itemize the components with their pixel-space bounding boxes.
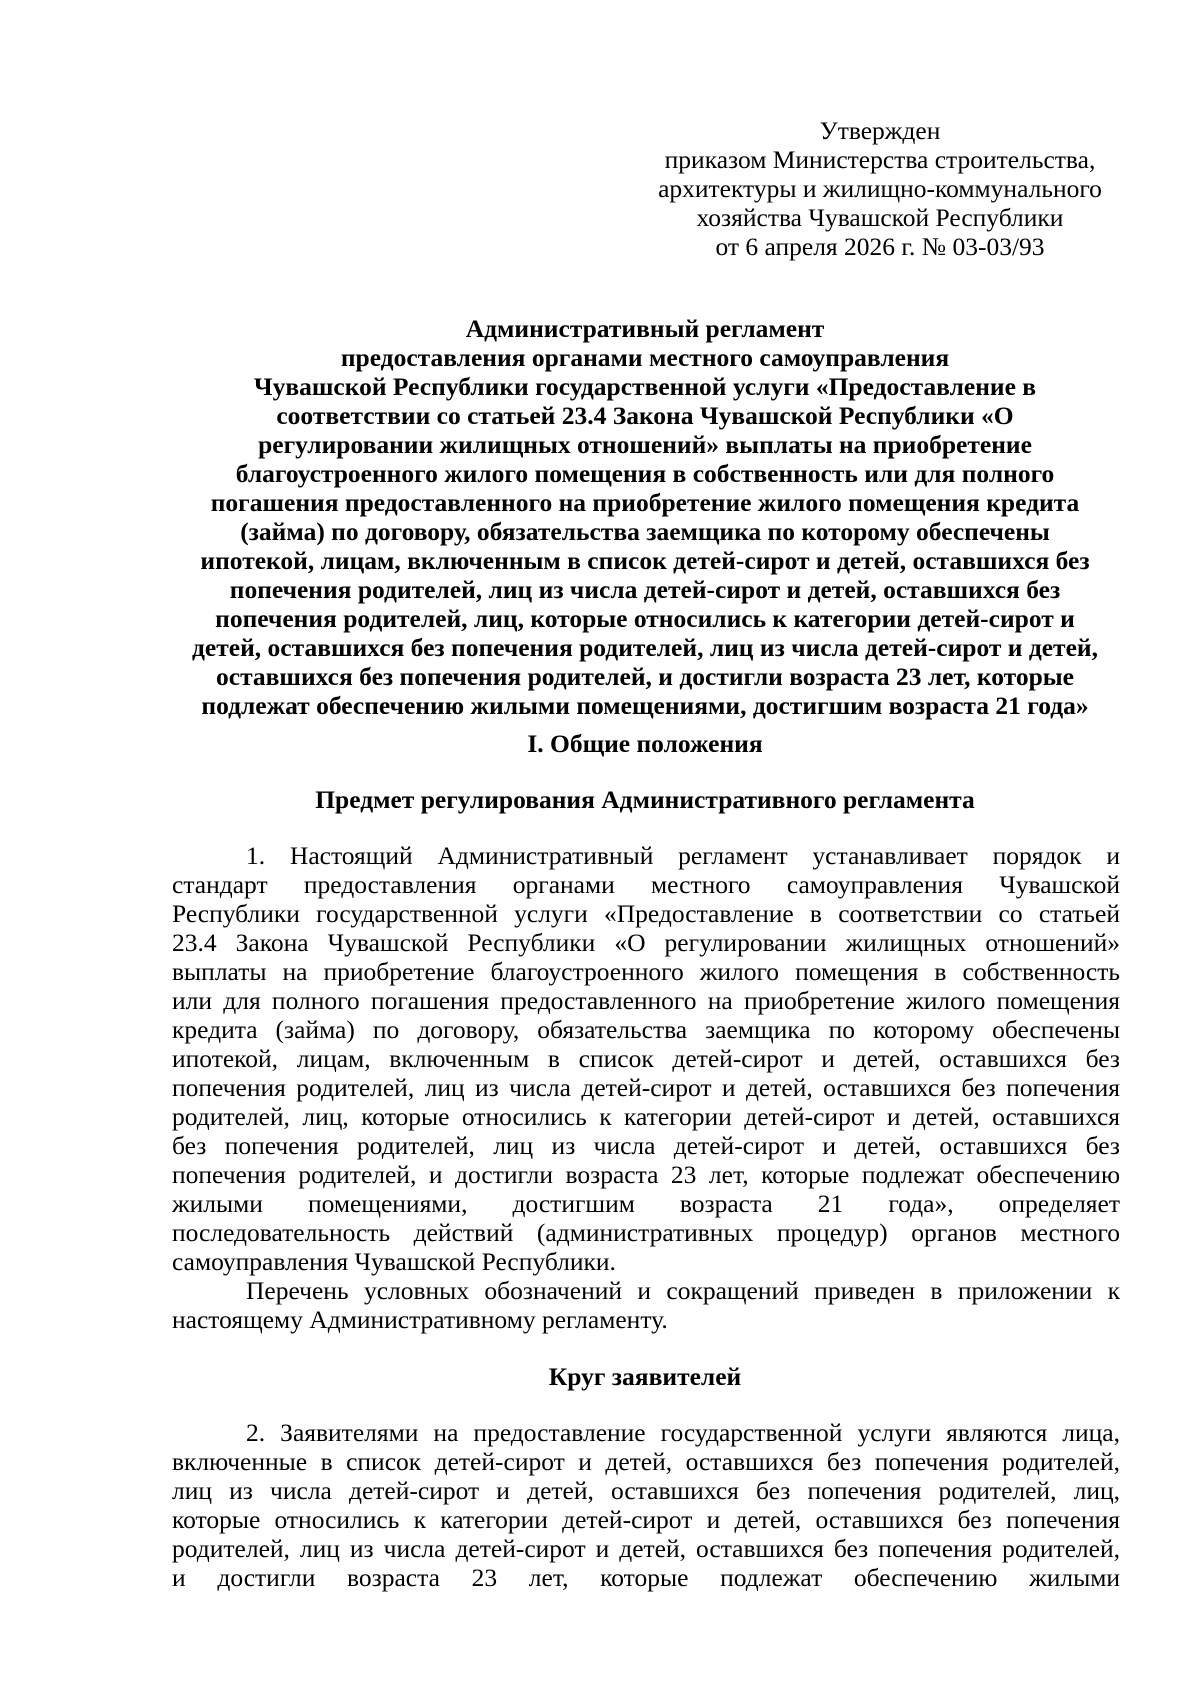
paragraph-line: Перечень условных обозначений и сокращений приведен в приложении к: [246, 1276, 1120, 1305]
paragraph-line: ипотекой, лицам, включенным в список детей-сирот и детей, оставшихся без: [172, 1044, 1120, 1073]
paragraph-line: настоящему Административному регламенту.: [172, 1305, 668, 1334]
title-line: регулировании жилищных отношений» выплаты на приобретение: [258, 430, 1032, 459]
paragraph-line: 2. Заявителями на предоставление государственной услуги являются лица,: [246, 1418, 1120, 1447]
approval-line: хозяйства Чувашской Республики: [696, 203, 1064, 232]
paragraph-line: родителей, лиц из числа детей-сирот и детей, оставшихся без попечения родителей,: [172, 1534, 1120, 1563]
paragraph-line: попечения родителей, и достигли возраста 23 лет, которые подлежат обеспечению: [172, 1160, 1120, 1189]
paragraph-line: выплаты на приобретение благоустроенного жилого помещения в собственность: [172, 957, 1120, 986]
paragraph-line: Республики государственной услуги «Предоставление в соответствии со статьей: [172, 899, 1120, 928]
applicants-heading: Круг заявителей: [548, 1362, 742, 1391]
paragraph-line: 1. Настоящий Административный регламент устанавливает порядок и: [246, 841, 1120, 870]
paragraph-1: [172, 841, 1120, 1276]
title-line: благоустроенного жилого помещения в собственность или для полного: [235, 459, 1055, 488]
approval-block: [640, 116, 1120, 261]
paragraph-line: последовательность действий (административных процедур) органов местного: [172, 1218, 1120, 1247]
approval-line: от 6 апреля 2026 г. № 03-03/93: [715, 232, 1045, 261]
paragraph-line: или для полного погашения предоставленного на приобретение жилого помещения: [172, 986, 1120, 1015]
title-line: предоставления органами местного самоуправления: [340, 343, 950, 372]
paragraph-line: включенные в список детей-сирот и детей, оставшихся без попечения родителей,: [172, 1447, 1120, 1476]
section-subheading: Предмет регулирования Административного регламента: [315, 785, 975, 814]
title-line: подлежат обеспечению жилыми помещениями, достигшим возраста 21 года»: [201, 691, 1089, 720]
paragraph-line: которые относились к категории детей-сирот и детей, оставшихся без попечения: [172, 1505, 1120, 1534]
paragraph-line: жилыми помещениями, достигшим возраста 21 года», определяет: [172, 1189, 1120, 1218]
document-title: [150, 314, 1140, 720]
paragraph-line: 23.4 Закона Чувашской Республики «О регулировании жилищных отношений»: [172, 928, 1120, 957]
title-line: (займа) по договору, обязательства заемщика по которому обеспечены: [240, 517, 1050, 546]
paragraph-line: лиц из числа детей-сирот и детей, оставшихся без попечения родителей, лиц,: [172, 1476, 1120, 1505]
title-line: попечения родителей, лиц, которые относились к категории детей-сирот и: [215, 604, 1075, 633]
approval-line: Утвержден: [819, 116, 941, 145]
paragraph-line: кредита (займа) по договору, обязательства заемщика по которому обеспечены: [172, 1015, 1120, 1044]
paragraph-line: родителей, лиц, которые относились к категории детей-сирот и детей, оставшихся: [172, 1102, 1120, 1131]
approval-line: архитектуры и жилищно-коммунального: [658, 174, 1102, 203]
paragraph-line: попечения родителей, лиц из числа детей-сирот и детей, оставшихся без попечения: [172, 1073, 1120, 1102]
title-line: ипотекой, лицам, включенным в список детей-сирот и детей, оставшихся без: [200, 546, 1090, 575]
title-line: Административный регламент: [465, 314, 825, 343]
title-line: оставшихся без попечения родителей, и достигли возраста 23 лет, которые: [216, 662, 1074, 691]
paragraph-line: без попечения родителей, лиц из числа детей-сирот и детей, оставшихся без: [172, 1131, 1120, 1160]
title-line: соответствии со статьей 23.4 Закона Чувашской Республики «О: [276, 401, 1014, 430]
paragraph-line: и достигли возраста 23 лет, которые подлежат обеспечению жилыми: [172, 1563, 1120, 1592]
section-heading: I. Общие положения: [527, 729, 763, 758]
approval-line: приказом Министерства строительства,: [664, 145, 1096, 174]
title-line: детей, оставшихся без попечения родителей, лиц из числа детей-сирот и детей,: [192, 633, 1098, 662]
title-line: попечения родителей, лиц из числа детей-сирот и детей, оставшихся без: [229, 575, 1061, 604]
paragraph-3: [172, 1418, 1120, 1592]
paragraph-line: самоуправления Чувашской Республики.: [172, 1247, 616, 1276]
paragraph-2: [172, 1276, 1120, 1334]
paragraph-line: стандарт предоставления органами местного самоуправления Чувашской: [172, 870, 1120, 899]
title-line: погашения предоставленного на приобретение жилого помещения кредита: [210, 488, 1080, 517]
title-line: Чувашской Республики государственной услуги «Предоставление в: [253, 372, 1037, 401]
